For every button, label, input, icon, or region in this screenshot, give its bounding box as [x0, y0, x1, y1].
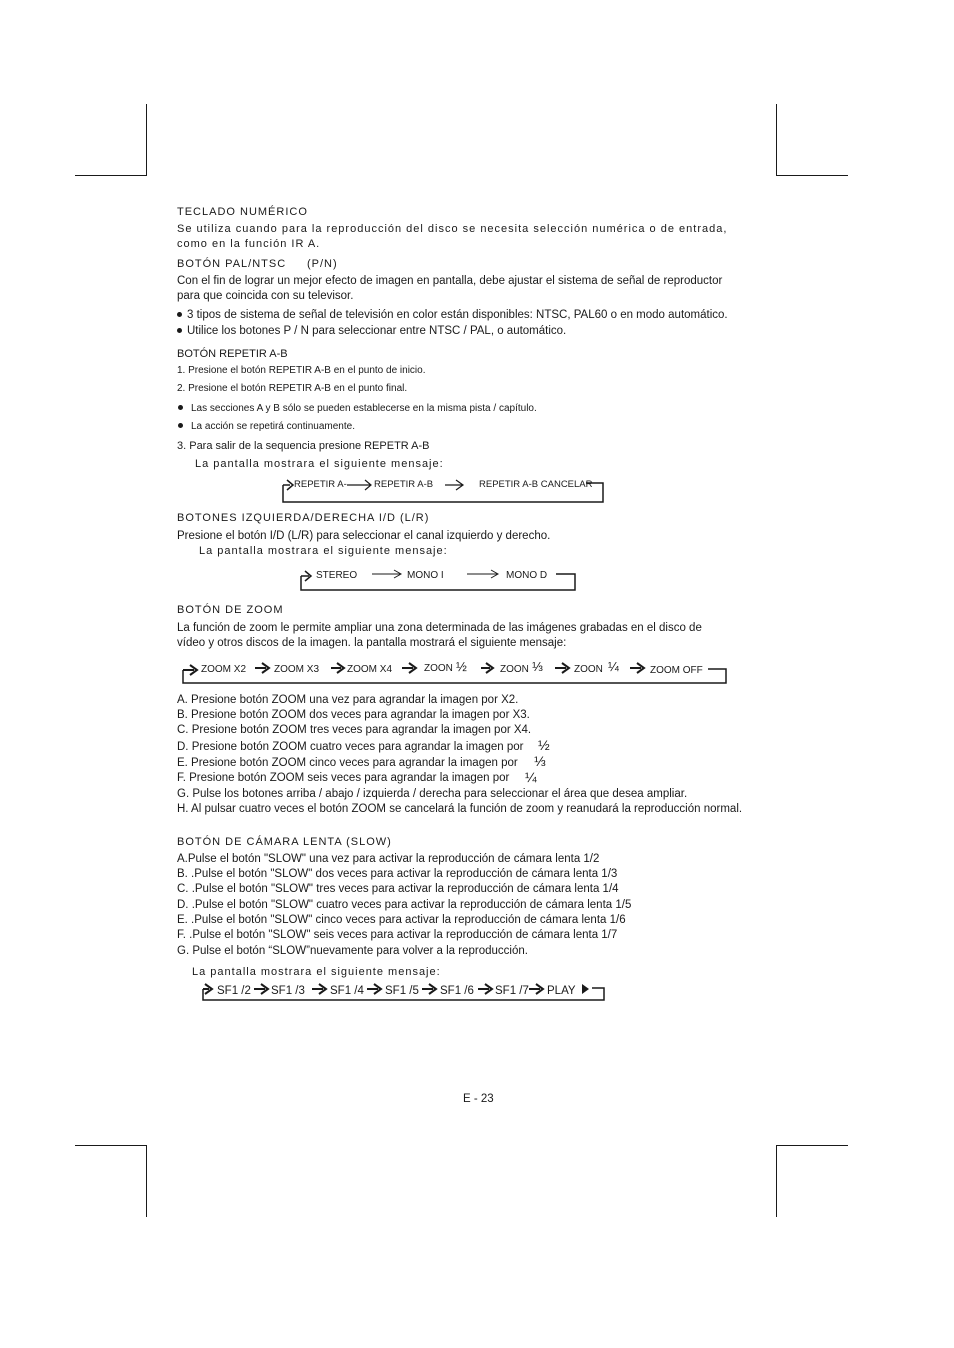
zoom-flow-fraction: ⅓ — [532, 659, 543, 674]
keypad-line-1: Se utiliza cuando para la reproducción del disco se necesita selección numérica o de entrada, — [177, 223, 728, 235]
lr-flow-item: MONO D — [506, 570, 548, 581]
page-number: E - 23 — [463, 1093, 494, 1105]
slow-item-e: E. .Pulse el botón "SLOW" cinco veces para activar la reproducción de cámara lenta 1/6 — [177, 914, 626, 926]
pal-ntsc-bullet-2: Utilice los botones P / N para seleccionar entre NTSC / PAL, o automático. — [187, 325, 567, 337]
repeat-step-3: 3. Para salir de la sequencia presione REPETR A-B — [177, 440, 430, 452]
zoom-line-2: vídeo y otros discos de la imagen. la pantalla mostrará el siguiente mensaje: — [177, 637, 567, 649]
lr-flow-item: STEREO — [316, 570, 358, 581]
slow-flow-item: SF1 /6 — [440, 985, 474, 997]
zoom-line-1: La función de zoom le permite ampliar una zona determinada de las imágenes grabadas en el disco de — [177, 622, 702, 634]
slow-flow-item: SF1 /7 — [495, 985, 529, 997]
zoom-flow-item: ZOOM X4 — [347, 664, 393, 675]
repeat-step-2: 2. Presione el botón REPETIR A-B en el punto final. — [177, 383, 408, 394]
slow-flow-item: PLAY — [547, 985, 576, 997]
zoom-item-e-fraction: ⅓ — [534, 753, 546, 769]
zoom-item-d-fraction: ½ — [538, 737, 550, 753]
pal-ntsc-line-1: Con el fin de lograr un mejor efecto de imagen en pantalla, debe ajustar el sistema de señal de reproductor — [177, 275, 723, 287]
play-icon — [582, 984, 589, 994]
zoom-item-g: G. Pulse los botones arriba / abajo / izquierda / derecha para seleccionar el área que desea ampliar. — [177, 788, 688, 800]
pal-ntsc-bullet-1: 3 tipos de sistema de señal de televisión en color están disponibles: NTSC, PAL60 o en modo automático. — [187, 309, 728, 321]
repeat-heading: BOTÓN REPETIR A-B — [177, 348, 288, 360]
keypad-heading: TECLADO NUMÉRICO — [177, 206, 308, 218]
slow-item-g: G. Pulse el botón “SLOW”nuevamente para volver a la reproducción. — [177, 945, 528, 957]
zoom-flow-item: ZOOM X3 — [274, 664, 320, 675]
pal-ntsc-line-2: para que coincida con su televisor. — [177, 290, 354, 302]
slow-item-a: A.Pulse el botón "SLOW" una vez para activar la reproducción de cámara lenta 1/2 — [177, 853, 600, 865]
zoom-item-f: F. Presione botón ZOOM seis veces para agrandar la imagen por — [177, 772, 510, 784]
zoom-flow-item: ZOOM OFF — [650, 665, 703, 676]
zoom-flow-fraction: ¼ — [608, 659, 619, 674]
lr-message: La pantalla mostrara el siguiente mensaje: — [199, 545, 448, 557]
pal-ntsc-heading: BOTÓN PAL/NTSC — [177, 258, 287, 270]
repeat-flow-item: REPETIR A-B — [374, 479, 434, 490]
slow-item-c: C. .Pulse el botón "SLOW" tres veces para activar la reproducción de cámara lenta 1/4 — [177, 883, 619, 895]
slow-message: La pantalla mostrara el siguiente mensaje: — [192, 966, 441, 978]
zoom-item-a: A. Presione botón ZOOM una vez para agrandar la imagen por X2. — [177, 694, 519, 706]
zoom-flow-item: ZOON — [500, 664, 529, 675]
repeat-message: La pantalla mostrara el siguiente mensaje: — [195, 458, 444, 470]
zoom-item-h: H. Al pulsar cuatro veces el botón ZOOM se cancelará la función de zoom y reanudará la reproducción normal. — [177, 803, 743, 815]
pal-ntsc-key: (P/N) — [307, 258, 338, 270]
lr-line-1: Presione el botón I/D (L/R) para seleccionar el canal izquierdo y derecho. — [177, 530, 551, 542]
zoom-item-d: D. Presione botón ZOOM cuatro veces para agrandar la imagen por — [177, 741, 524, 753]
zoom-flow-item: ZOOM X2 — [201, 664, 247, 675]
slow-item-f: F. .Pulse el botón "SLOW" seis veces para activar la reproducción de cámara lenta 1/7 — [177, 929, 618, 941]
slow-flow-item: SF1 /5 — [385, 985, 419, 997]
zoom-flow-item: ZOON — [424, 663, 453, 674]
zoom-flow-item: ZOON — [574, 664, 603, 675]
zoom-item-b: B. Presione botón ZOOM dos veces para agrandar la imagen por X3. — [177, 709, 530, 721]
zoom-item-e: E. Presione botón ZOOM cinco veces para agrandar la imagen por — [177, 757, 518, 769]
slow-item-d: D. .Pulse el botón "SLOW" cuatro veces para activar la reproducción de cámara lenta 1/5 — [177, 899, 632, 911]
slow-heading: BOTÓN DE CÁMARA LENTA (SLOW) — [177, 836, 392, 848]
zoom-item-c: C. Presione botón ZOOM tres veces para agrandar la imagen por X4. — [177, 724, 532, 736]
repeat-bullet-2: La acción se repetirá continuamente. — [191, 421, 355, 432]
lr-flow-item: MONO I — [407, 570, 444, 581]
repeat-flow-item: REPETIR A- — [294, 479, 347, 490]
lr-heading: BOTONES IZQUIERDA/DERECHA I/D (L/R) — [177, 512, 430, 524]
zoom-heading: BOTÓN DE ZOOM — [177, 604, 284, 616]
zoom-item-f-fraction: ¼ — [525, 769, 537, 785]
slow-flow-item: SF1 /2 — [217, 985, 251, 997]
repeat-bullet-1: Las secciones A y B sólo se pueden establecerse en la misma pista / capítulo. — [191, 403, 537, 414]
keypad-line-2: como en la función IR A. — [177, 238, 321, 250]
repeat-flow-item: REPETIR A-B CANCELAR — [479, 479, 593, 490]
repeat-step-1: 1. Presione el botón REPETIR A-B en el punto de inicio. — [177, 365, 426, 376]
slow-flow-item: SF1 /3 — [271, 985, 305, 997]
slow-flow-item: SF1 /4 — [330, 985, 364, 997]
slow-item-b: B. .Pulse el botón "SLOW" dos veces para activar la reproducción de cámara lenta 1/3 — [177, 868, 618, 880]
zoom-flow-fraction: ½ — [456, 659, 467, 674]
